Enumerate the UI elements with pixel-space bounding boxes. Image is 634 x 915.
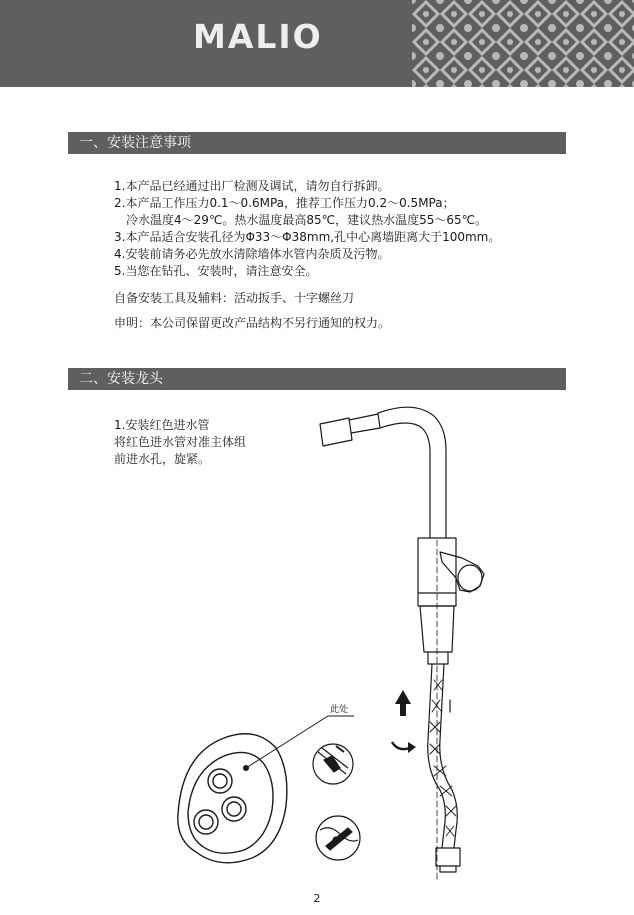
disclaimer-note: 申明：本公司保留更改产品结构不另行通知的权力。: [114, 316, 391, 330]
precaution-item-5: 5.当您在钻孔、安装时，请注意安全。: [114, 264, 318, 278]
step-1-title: 1.安装红色进水管: [114, 418, 210, 432]
tools-note: 自备安装工具及辅料：活动扳手、十字螺丝刀: [114, 291, 355, 305]
detail-wrench: [316, 816, 360, 860]
rotate-arrow-icon: [392, 742, 416, 753]
spout-nozzle: [320, 418, 352, 446]
callout-label: 此处: [330, 705, 349, 715]
detail-hose-connection: [313, 744, 353, 784]
header-band: [0, 0, 634, 87]
spout-arc: [378, 407, 446, 538]
step-1-line-2: 将红色进水管对准主体组: [114, 435, 247, 449]
precaution-item-3: 3.本产品适合安装孔径为Φ33～Φ38mm,孔中心离墙距离大于100mm。: [114, 230, 501, 244]
precaution-item-1: 1.本产品已经通过出厂检测及调试，请勿自行拆卸。: [114, 179, 390, 193]
step-1-line-3: 前进水孔，旋紧。: [114, 452, 211, 466]
precaution-item-2: 2.本产品工作压力0.1～0.6MPa，推荐工作压力0.2～0.5MPa；: [114, 196, 455, 210]
section-title-install: 二、安装龙头: [68, 368, 566, 390]
precaution-item-2-cont: 冷水温度4～29℃。热水温度最高85℃，建议热水温度55～65℃。: [126, 213, 488, 227]
section-title-precautions: 一、安装注意事项: [68, 132, 566, 154]
precaution-item-4: 4.安装前请务必先放水清除墙体水管内杂质及污物。: [114, 247, 390, 261]
lever-handle: [440, 552, 484, 592]
decorative-pattern: [412, 0, 634, 87]
hose-fitting: [436, 848, 460, 866]
installation-illustration: [0, 395, 634, 885]
page-number: 2: [313, 892, 321, 905]
mount-holes-closeup: [178, 734, 287, 863]
up-arrow-icon: [395, 690, 411, 716]
brand-logo: MALIO: [193, 17, 323, 56]
